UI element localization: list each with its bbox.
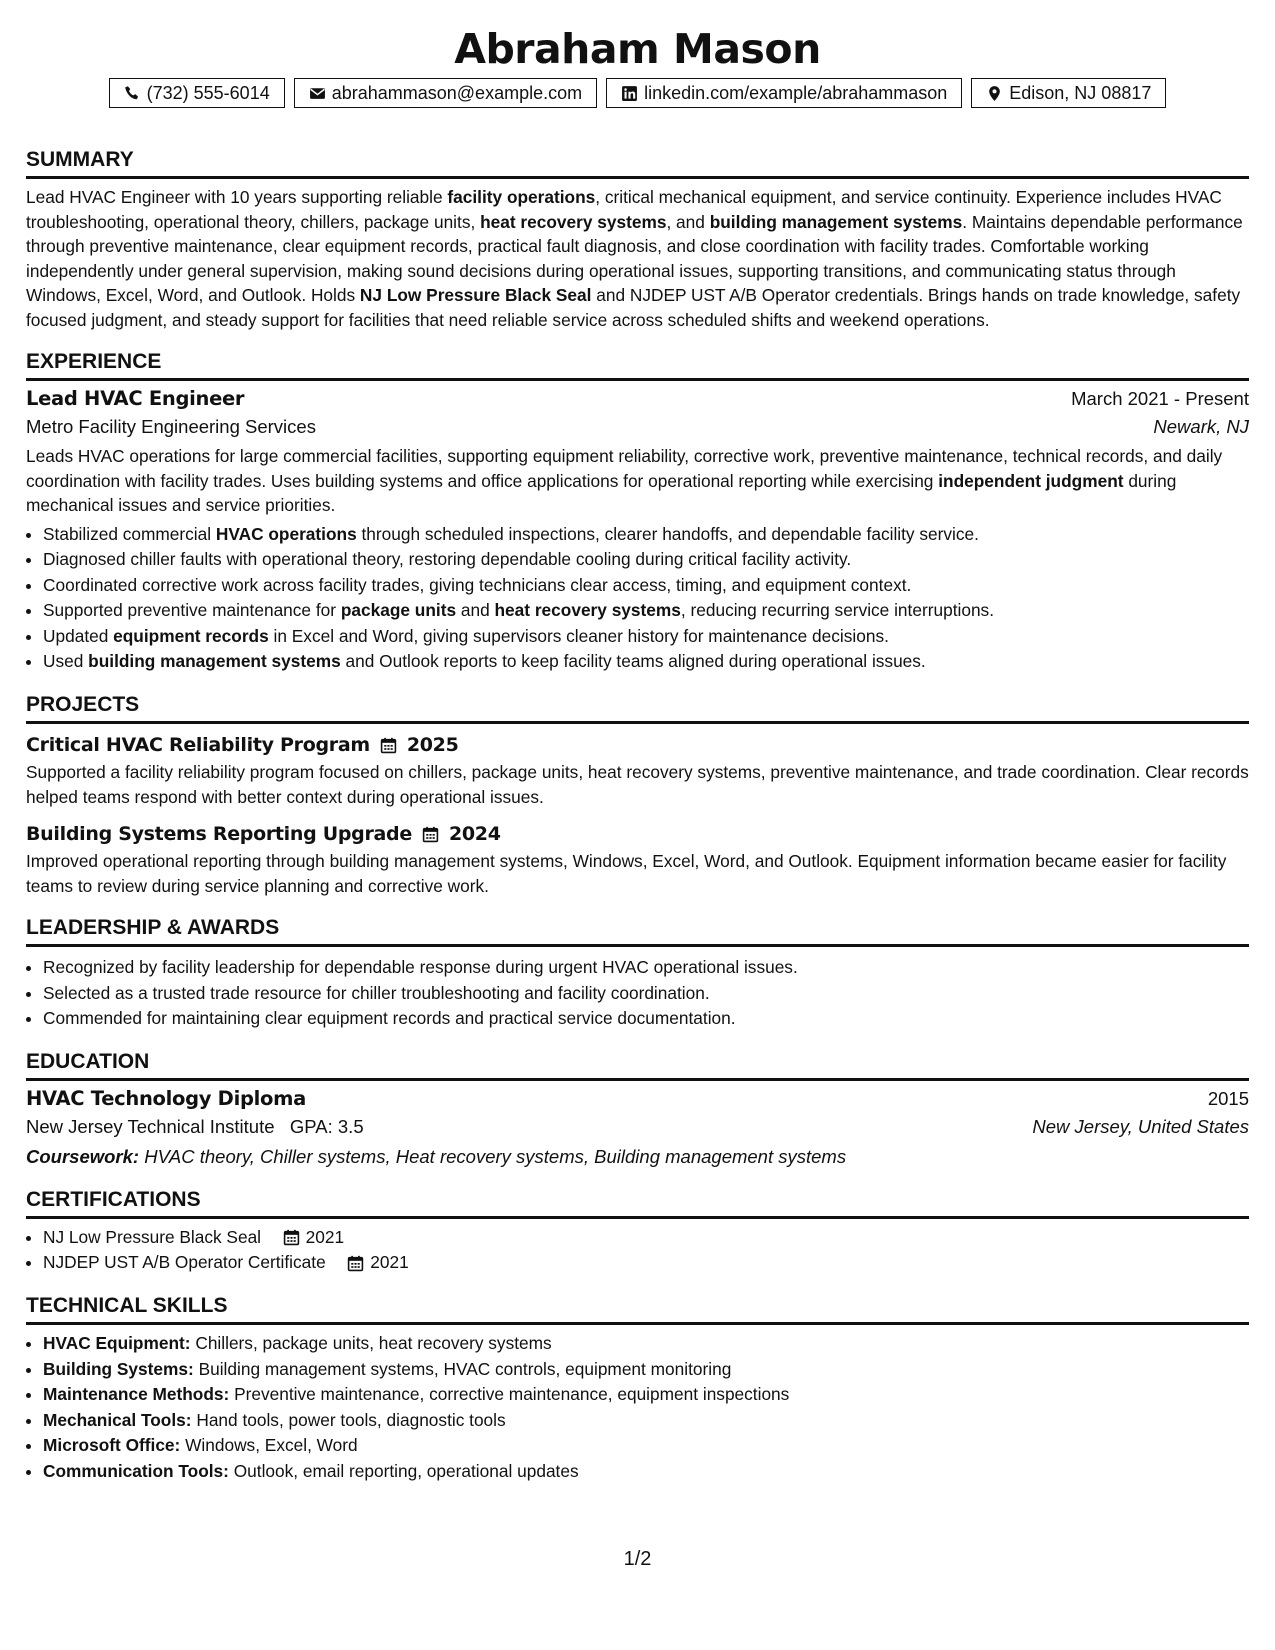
location-icon bbox=[986, 85, 1003, 102]
project-description: Supported a facility reliability program focused on chillers, package units, heat recovery systems, preventive maintenance, and trade coordination. Clear records helped teams respond with better context during operational issues. bbox=[26, 762, 1249, 807]
coursework: Coursework: HVAC theory, Chiller systems, Heat recovery systems, Building management systems bbox=[26, 1145, 847, 1167]
candidate-name: Abraham Mason bbox=[454, 25, 821, 73]
education-heading: EDUCATION bbox=[26, 1050, 1249, 1081]
school-name: New Jersey Technical Institute bbox=[26, 1115, 275, 1137]
graduation-year: 2015 bbox=[1207, 1087, 1249, 1109]
leadership-list bbox=[26, 955, 1249, 1032]
linkedin-icon bbox=[621, 85, 638, 102]
list-item: • Coordinated corrective work across facility trades, giving technicians clear access, timing, and equipment context. bbox=[43, 573, 1249, 599]
phone-icon bbox=[124, 85, 141, 102]
list-item: • Selected as a trusted trade resource for chiller troubleshooting and facility coordination. bbox=[43, 981, 1249, 1007]
calendar-icon bbox=[380, 737, 397, 754]
contact-linkedin[interactable] bbox=[606, 78, 962, 108]
job-dates: March 2021 - Present bbox=[1071, 388, 1249, 409]
job-location: Newark, NJ bbox=[1153, 416, 1249, 437]
contact-bar bbox=[26, 78, 1249, 108]
location-text: Edison, NJ 08817 bbox=[1009, 82, 1152, 103]
list-item: • Recognized by facility leadership for dependable response during urgent HVAC operational issues. bbox=[43, 955, 1249, 981]
project-year: 2025 bbox=[406, 734, 459, 757]
certifications-heading: CERTIFICATIONS bbox=[26, 1188, 1249, 1219]
page-number: 1/2 bbox=[623, 1548, 652, 1570]
leadership-heading: LEADERSHIP & AWARDS bbox=[26, 916, 1249, 947]
resume-page bbox=[26, 0, 1249, 1485]
company-name: Metro Facility Engineering Services bbox=[26, 416, 316, 437]
linkedin-text: linkedin.com/example/abrahammason bbox=[644, 82, 948, 103]
phone-text: (732) 555-6014 bbox=[146, 82, 270, 103]
certifications-list bbox=[26, 1225, 1249, 1276]
contact-email[interactable] bbox=[294, 78, 597, 108]
job-bullets bbox=[26, 522, 1249, 676]
project-title: Critical HVAC Reliability Program 2025 bbox=[26, 734, 459, 757]
job-description: Leads HVAC operations for large commercial facilities, supporting equipment reliability, corrective work, preventive maintenance, technical records, and daily coordination with facility trades. Uses building systems and office applications for operational reporting while exercising independent judgment during mechanical issues and service priorities. bbox=[26, 446, 1223, 515]
project-year: 2024 bbox=[448, 823, 501, 846]
list-item: • NJ Low Pressure Black Seal 2021 bbox=[43, 1225, 1249, 1251]
project-description: Improved operational reporting through building management systems, Windows, Excel, Word, and Outlook. Equipment information became easier for facility teams to review during service planning and corrective work. bbox=[26, 851, 1227, 896]
calendar-icon bbox=[283, 1229, 300, 1246]
list-item: • HVAC Equipment: Chillers, package units, heat recovery systems bbox=[43, 1331, 1249, 1357]
list-item: • Supported preventive maintenance for package units and heat recovery systems, reducing recurring service interruptions. bbox=[43, 598, 1249, 624]
list-item: • Building Systems: Building management systems, HVAC controls, equipment monitoring bbox=[43, 1357, 1249, 1383]
projects-heading: PROJECTS bbox=[26, 693, 1249, 724]
email-text: abrahammason@example.com bbox=[331, 82, 583, 103]
contact-phone[interactable] bbox=[109, 78, 285, 108]
list-item: • Updated equipment records in Excel and Word, giving supervisors cleaner history for maintenance decisions. bbox=[43, 624, 1249, 650]
experience-heading: EXPERIENCE bbox=[26, 350, 1249, 381]
list-item: • Communication Tools: Outlook, email reporting, operational updates bbox=[43, 1459, 1249, 1485]
school-line bbox=[26, 1116, 364, 1138]
email-icon bbox=[309, 85, 326, 102]
calendar-icon bbox=[347, 1255, 364, 1272]
skills-heading: TECHNICAL SKILLS bbox=[26, 1294, 1249, 1325]
skills-list bbox=[26, 1331, 1249, 1485]
list-item: • Commended for maintaining clear equipment records and practical service documentation. bbox=[43, 1006, 1249, 1032]
list-item: • Maintenance Methods: Preventive maintenance, corrective maintenance, equipment inspections bbox=[43, 1382, 1249, 1408]
calendar-icon bbox=[422, 826, 439, 843]
contact-location[interactable] bbox=[971, 78, 1166, 108]
project-title: Building Systems Reporting Upgrade 2024 bbox=[26, 823, 501, 846]
list-item: • Stabilized commercial HVAC operations through scheduled inspections, clearer handoffs, and dependable facility service. bbox=[43, 522, 1249, 548]
list-item: • NJDEP UST A/B Operator Certificate 2021 bbox=[43, 1250, 1249, 1276]
list-item: • Mechanical Tools: Hand tools, power tools, diagnostic tools bbox=[43, 1408, 1249, 1434]
summary-text: Lead HVAC Engineer with 10 years supporting reliable facility operations, critical mechanical equipment, and service continuity. Experience includes HVAC troubleshooting, operational theory, chillers, package units, heat recovery systems, and building management systems. Maintains dependable performance through preventive maintenance, clear equipment records, practical fault diagnosis, and close coordination with facility trades. Comfortable working independently under general supervision, making sound decisions during operational issues, supporting transitions, and communicating status through Windows, Excel, Word, and Outlook. Holds NJ Low Pressure Black Seal and NJDEP UST A/B Operator credentials. Brings hands on trade knowledge, safety focused judgment, and steady support for facilities that need reliable service across scheduled shifts and weekend operations. bbox=[26, 187, 1243, 330]
list-item: • Microsoft Office: Windows, Excel, Word bbox=[43, 1433, 1249, 1459]
degree-title: HVAC Technology Diploma bbox=[26, 1086, 306, 1110]
list-item: • Diagnosed chiller faults with operational theory, restoring dependable cooling during critical facility activity. bbox=[43, 547, 1249, 573]
job-title: Lead HVAC Engineer bbox=[26, 387, 245, 410]
school-location: New Jersey, United States bbox=[1032, 1115, 1249, 1137]
summary-heading: SUMMARY bbox=[26, 148, 1249, 179]
list-item: • Used building management systems and Outlook reports to keep facility teams aligned during operational issues. bbox=[43, 649, 1249, 675]
gpa: GPA: 3.5 bbox=[289, 1115, 364, 1137]
